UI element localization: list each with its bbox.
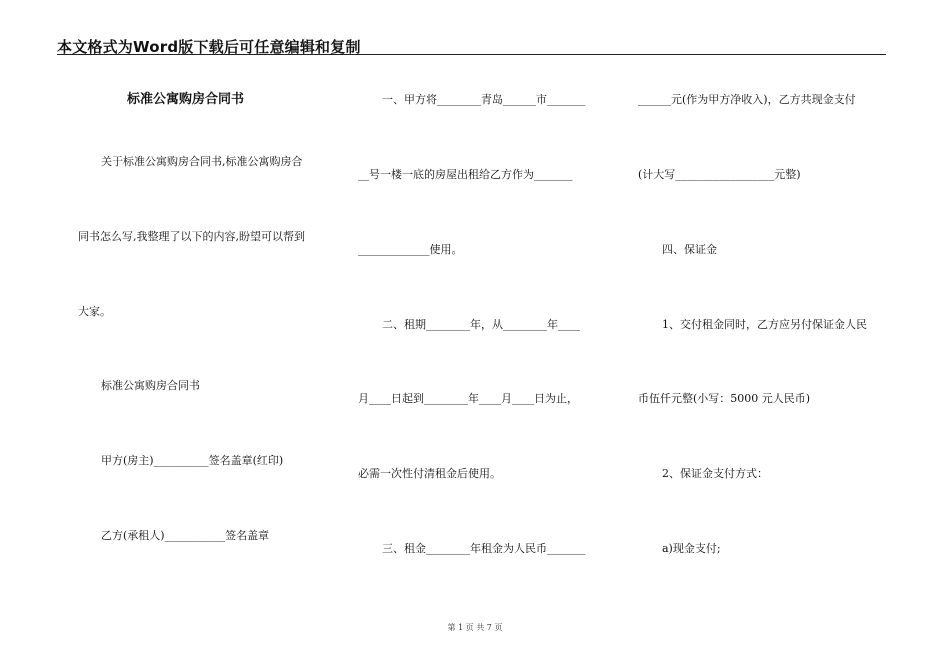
body-text-line: 一、甲方将________青岛______市_______ <box>382 93 586 106</box>
body-text-line: 2、保证金支付方式： <box>662 467 768 480</box>
body-text-line: 四、保证金 <box>662 243 717 256</box>
body-text-line: __号一楼一底的房屋出租给乙方作为_______ <box>358 168 573 181</box>
body-text-line: ______元(作为甲方净收入)，乙方共现金支付 <box>638 93 856 106</box>
body-text-line: 大家。 <box>78 305 111 318</box>
body-text-line: 关于标准公寓购房合同书,标准公寓购房合 <box>101 155 303 168</box>
body-text-line: 甲方(房主)__________签名盖章(红印) <box>101 454 284 467</box>
body-text-line: 币伍仟元整(小写：5000 元人民币) <box>638 392 811 405</box>
page-number: 第 1 页 共 7 页 <box>447 623 503 632</box>
body-text-line: 月____日起到________年____月____日为止， <box>358 392 578 405</box>
document-title: 标准公寓购房合同书 <box>127 92 245 107</box>
header-divider <box>57 54 886 55</box>
body-text-line: (计大写__________________元整) <box>638 168 801 181</box>
body-text-line: 三、租金________年租金为人民币_______ <box>382 542 586 555</box>
body-text-line: 1、交付租金同时，乙方应另付保证金人民 <box>662 318 867 331</box>
body-text-line: a)现金支付; <box>662 542 721 555</box>
body-text-line: 二、租期________年，从________年____ <box>382 318 580 331</box>
body-text-line: 乙方(承租人)___________签名盖章 <box>101 529 270 542</box>
body-text-line: 同书怎么写,我整理了以下的内容,盼望可以帮到 <box>78 230 305 243</box>
body-text-line: 必需一次性付清租金后使用。 <box>358 467 501 480</box>
document-header: 本文格式为Word版下载后可任意编辑和复制 <box>57 38 361 56</box>
body-text-line: _____________使用。 <box>358 243 463 256</box>
body-text-line: 标准公寓购房合同书 <box>101 379 200 392</box>
